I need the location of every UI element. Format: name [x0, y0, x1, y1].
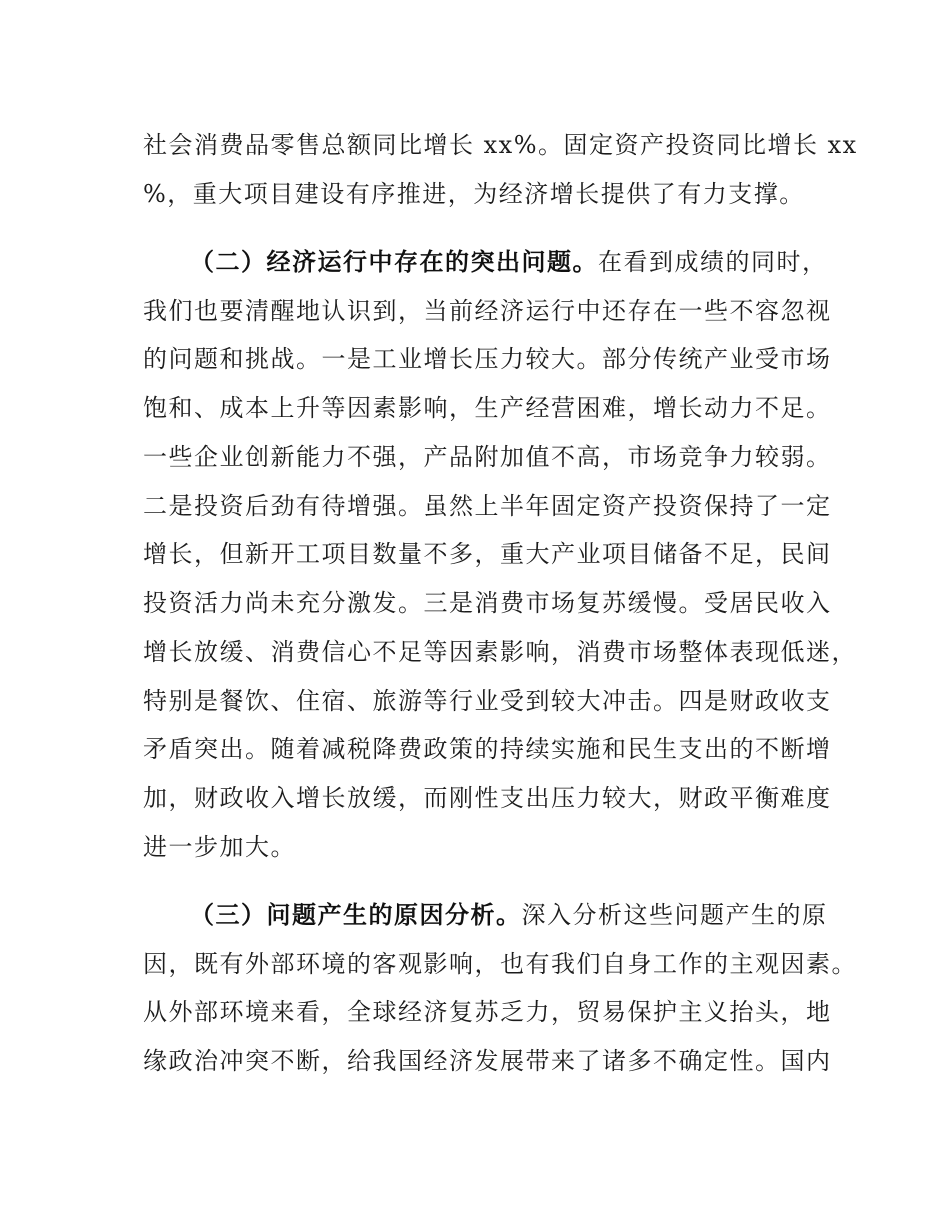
paragraph-line: 一些企业创新能力不强，产品附加值不高，市场竞争力较弱。 [143, 443, 832, 471]
paragraph-line: 从外部环境来看，全球经济复苏乏力，贸易保护主义抬头，地 [143, 998, 832, 1026]
paragraph-line: 饱和、成本上升等因素影响，生产经营困难，增长动力不足。 [143, 394, 832, 422]
paragraph-line: 的问题和挑战。一是工业增长压力较大。部分传统产业受市场 [143, 345, 832, 373]
paragraph-line: %，重大项目建设有序推进，为经济增长提供了有力支撑。 [143, 180, 805, 208]
paragraph-line: 矛盾突出。随着减税降费政策的持续实施和民生支出的不断增 [143, 735, 832, 763]
paragraph-line: 因，既有外部环境的客观影响，也有我们自身工作的主观因素。 [143, 950, 857, 978]
paragraph-line: 二是投资后劲有待增强。虽然上半年固定资产投资保持了一定 [143, 492, 832, 520]
section-3-first-line [190, 895, 828, 935]
paragraph-line: 增长，但新开工项目数量不多，重大产业项目储备不足，民间 [143, 540, 832, 568]
paragraph-line: 加，财政收入增长放缓，而刚性支出压力较大，财政平衡难度 [143, 784, 832, 812]
paragraph-line: 增长放缓、消费信心不足等因素影响，消费市场整体表现低迷， [143, 638, 857, 666]
paragraph-line: 特别是餐饮、住宿、旅游等行业受到较大冲击。四是财政收支 [143, 687, 832, 715]
section-2-lead-text: 在看到成绩的同时， [598, 248, 828, 276]
section-2-first-line [190, 242, 828, 282]
paragraph-line: 社会消费品零售总额同比增长 xx%。固定资产投资同比增长 xx [143, 131, 858, 159]
section-2-heading: （二）经济运行中存在的突出问题。 [190, 248, 598, 276]
paragraph-line: 我们也要清醒地认识到，当前经济运行中还存在一些不容忽视 [143, 297, 832, 325]
section-3-lead-text: 深入分析这些问题产生的原 [521, 901, 828, 929]
paragraph-line: 缘政治冲突不断，给我国经济发展带来了诸多不确定性。国内 [143, 1047, 832, 1075]
paragraph-line: 进一步加大。 [143, 833, 296, 861]
paragraph-line: 投资活力尚未充分激发。三是消费市场复苏缓慢。受居民收入 [143, 589, 832, 617]
section-3-heading: （三）问题产生的原因分析。 [190, 901, 522, 929]
